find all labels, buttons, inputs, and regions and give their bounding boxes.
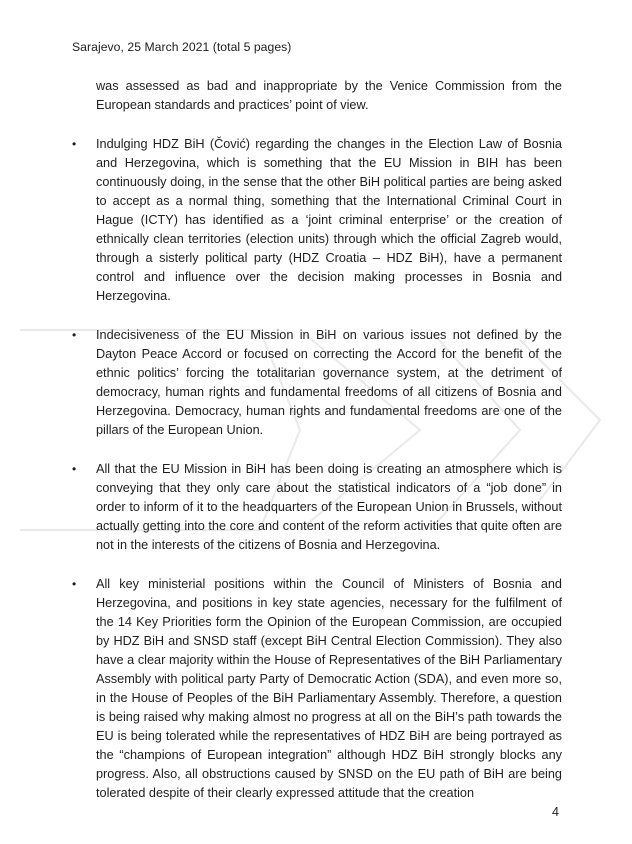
bullet-text: Indecisiveness of the EU Mission in BiH on various issues not defined by the Dayton Peace Accord or focused on correcting the Accord for the benefit of the ethnic politics’ forcing the totalitarian governance system, at the detriment of democracy, human rights and fundamental freedoms of all citizens of Bosnia and Herzegovina. Democracy, human rights and fundamental freedoms are one of the pillars of the European Union.	[96, 328, 562, 437]
document-header: Sarajevo, 25 March 2021 (total 5 pages)	[72, 40, 292, 54]
bullet-icon: •	[72, 462, 77, 476]
bullet-item	[72, 460, 562, 555]
bullet-icon: •	[72, 328, 77, 342]
bullet-text: Indulging HDZ BiH (Čović) regarding the changes in the Election Law of Bosnia and Herzegovina, which is something that the EU Mission in BIH has been continuously doing, in the sense that the other BiH political parties are being asked to accept as a normal thing, something that the International Criminal Court in Hague (ICTY) has identified as a ‘joint criminal enterprise’ or the creation of ethnically clean territories (election units) through which the official Zagreb would, through a sisterly political party (HDZ Croatia – HDZ BiH), have a permanent control and influence over the decision making processes in Bosnia and Herzegovina.	[96, 137, 562, 303]
bullet-text: All key ministerial positions within the Council of Ministers of Bosnia and Herzegovina, and positions in key state agencies, necessary for the fulfilment of the 14 Key Priorities form the Opinion of the European Commission, are occupied by HDZ BiH and SNSD staff (except BiH Central Election Commission). They also have a clear majority within the House of Representatives of the BiH Parliamentary Assembly with political party Party of Democratic Action (SDA), and even more so, in the House of Peoples of the BiH Parliamentary Assembly. Therefore, a question is being raised why making almost no progress at all on the BiH’s path towards the EU is being tolerated while the representatives of HDZ BiH are being portrayed as the “champions of European integration” although HDZ BiH strongly blocks any progress. Also, all obstructions caused by SNSD on the EU path of BiH are being tolerated despite of their clearly expressed attitude that the creation	[96, 577, 562, 800]
continuation-paragraph: was assessed as bad and inappropriate by the Venice Commission from the European standards and practices’ point of view.	[96, 79, 562, 112]
document-body	[72, 77, 562, 803]
bullet-icon: •	[72, 137, 77, 151]
page-number: 4	[552, 805, 559, 819]
bullet-item	[72, 575, 562, 803]
bullet-icon: •	[72, 577, 77, 591]
bullet-item	[72, 135, 562, 306]
bullet-text: All that the EU Mission in BiH has been doing is creating an atmosphere which is conveying that they only care about the statistical indicators of a “job done” in order to inform of it to the headquarters of the European Union in Brussels, without actually getting into the core and content of the reform activities that quite often are not in the interests of the citizens of Bosnia and Herzegovina.	[96, 462, 562, 552]
bullet-item	[72, 326, 562, 440]
